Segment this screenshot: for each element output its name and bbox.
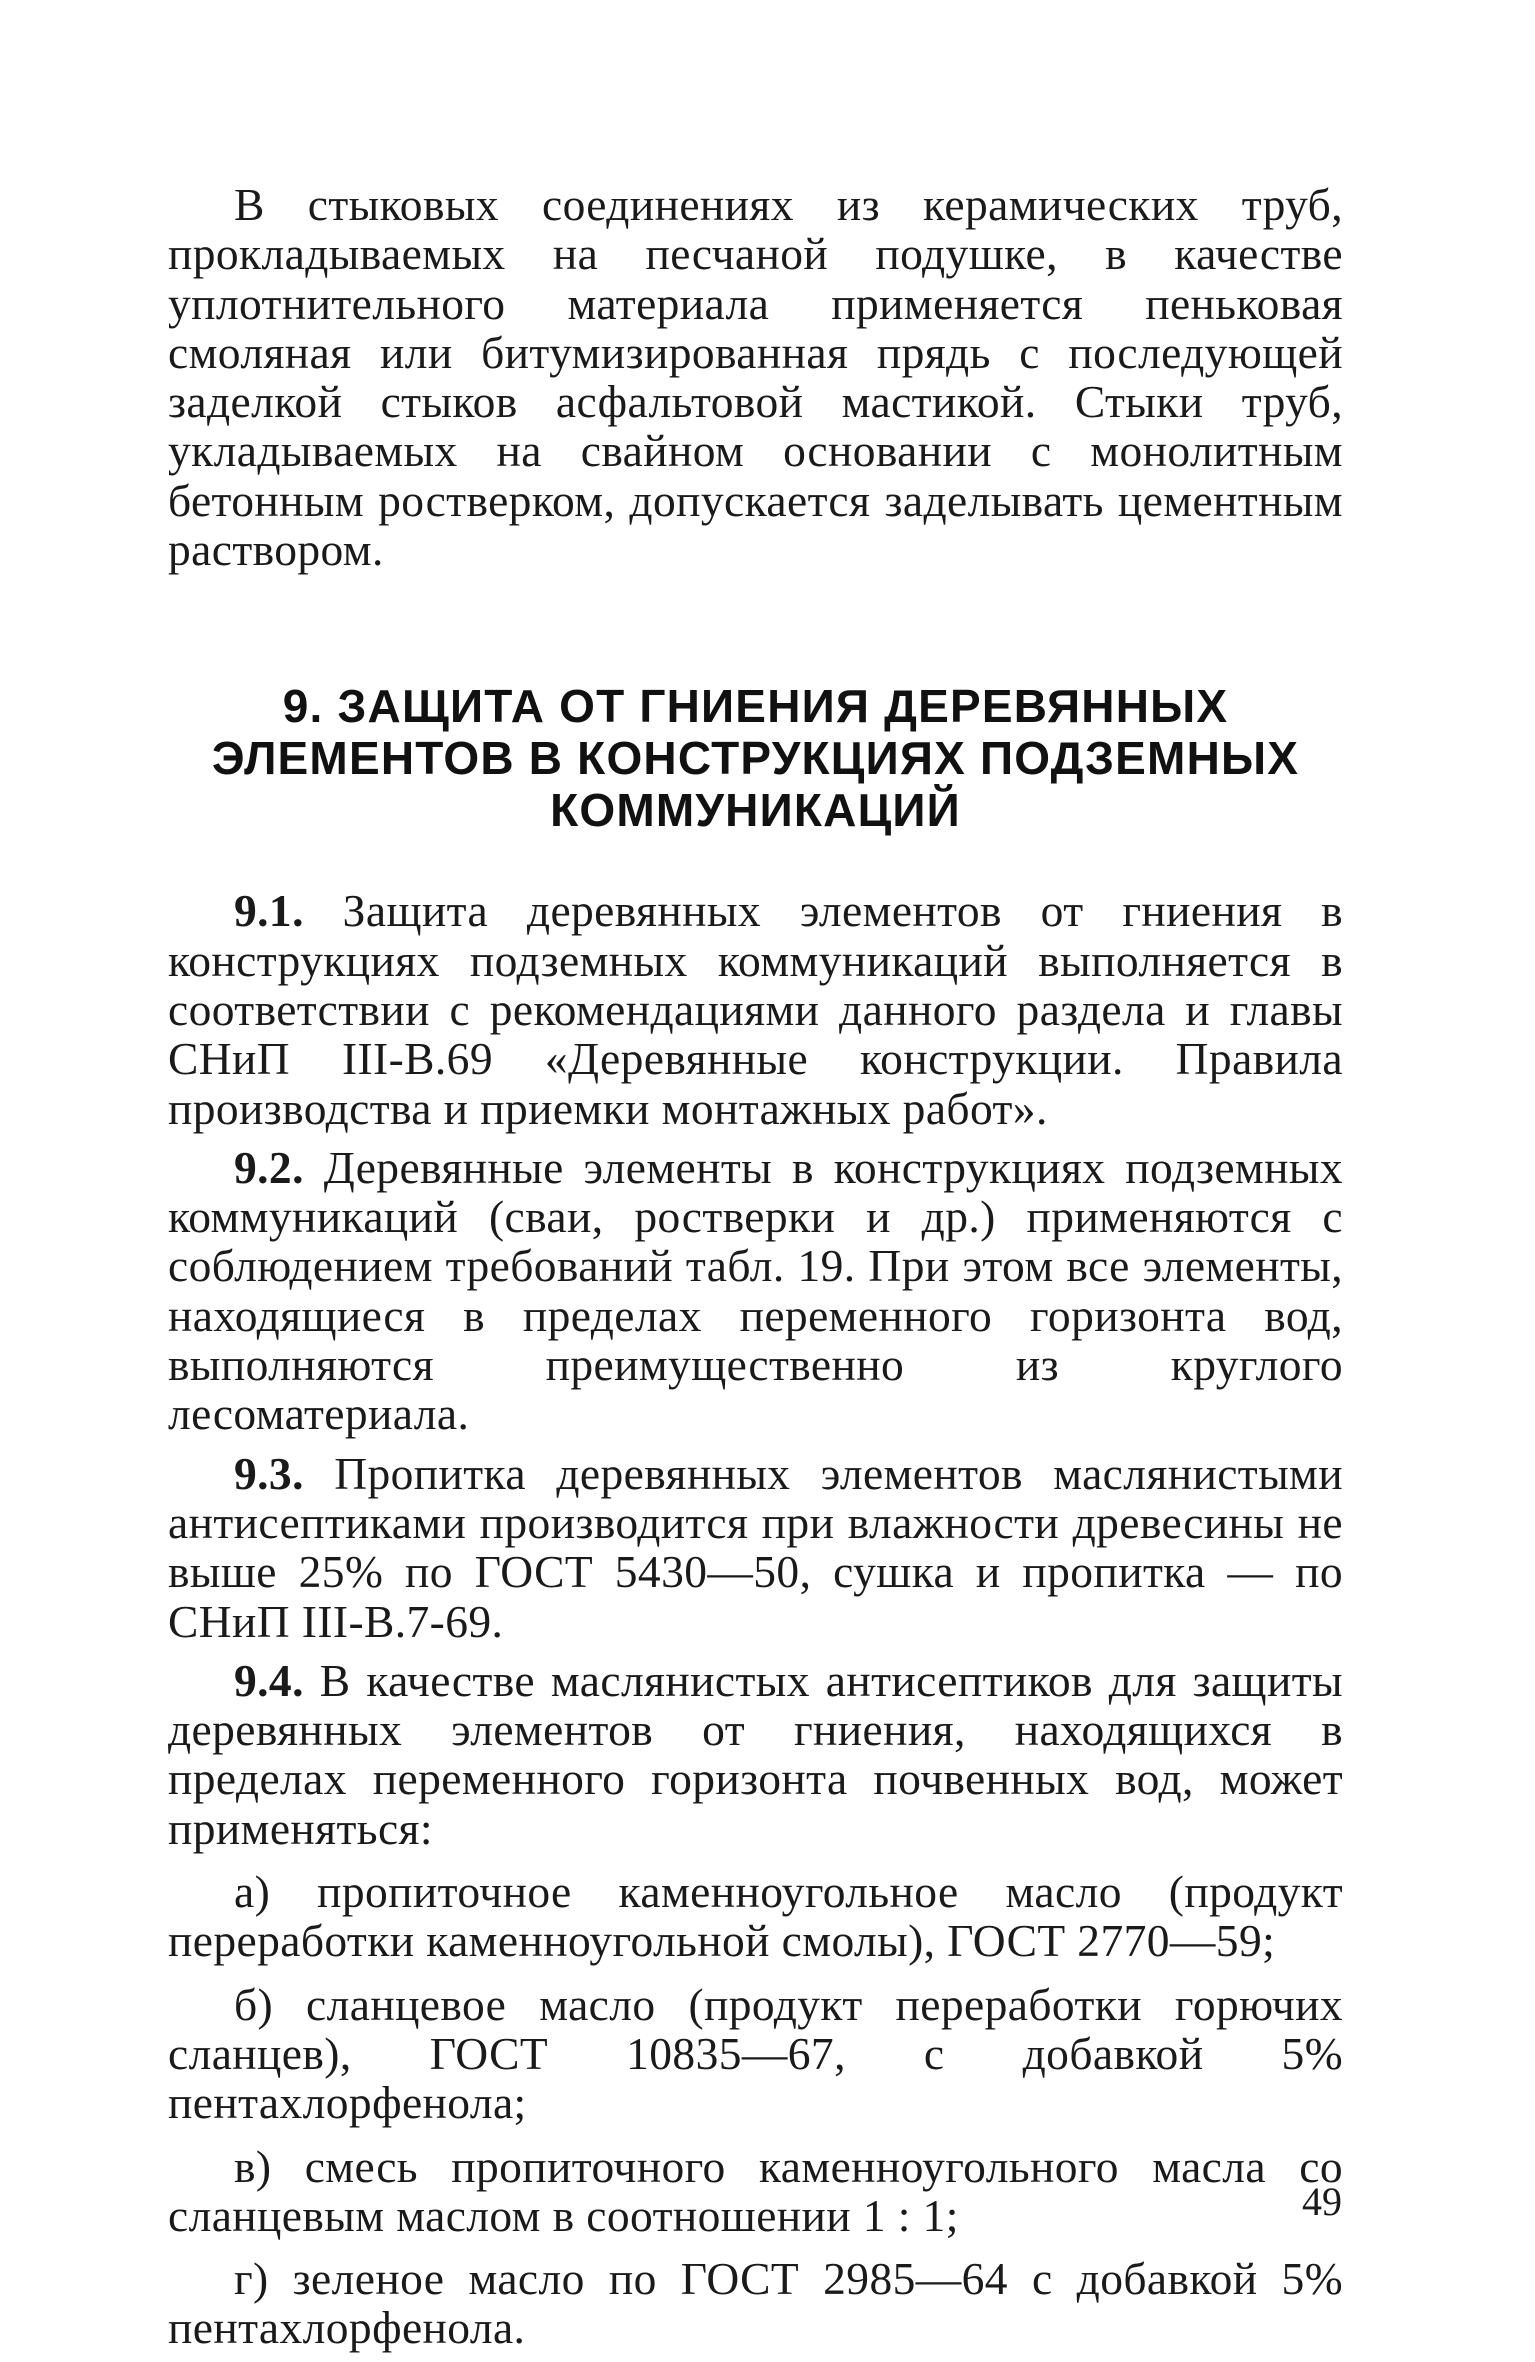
list-item-a: а) пропиточное каменноугольное масло (продукт переработки каменноугольной смолы), ГОСТ 2770—59; xyxy=(168,1866,1343,1967)
document-page xyxy=(168,179,1344,2354)
section-title-line-2: ЭЛЕМЕНТОВ В КОНСТРУКЦИЯХ ПОДЗЕМНЫХ xyxy=(211,732,1300,785)
page-number: 49 xyxy=(1302,2179,1342,2224)
list-item-b: б) сланцевое масло (продукт переработки горючих сланцев), ГОСТ 10835—67, с добавкой 5% пентахлорфенола; xyxy=(168,1978,1343,2129)
clause-9-2 xyxy=(168,1143,1343,1439)
list-item-d: г) зеленое масло по ГОСТ 2985—64 с добавкой 5% пентахлорфенола. xyxy=(168,2253,1343,2354)
intro-paragraph: В стыковых соединениях из керамических труб, прокладываемых на песчаной подушке, в качестве уплотнительного материала применяется пеньковая смоляная или битумизированная прядь с последующей заделкой стыков асфальтовой мастикой. Стыки труб, укладываемых на свайном основании с монолитным бетонным ростверком, допускается заделывать цементным раствором. xyxy=(168,179,1343,576)
clause-text: Деревянные элементы в конструкциях подземных коммуникаций (сваи, ростверки и др.) применяются с соблюдением требований табл. 19. При этом все элементы, находящиеся в пределах переменного горизонта вод, выполняются преимущественно из круглого лесоматериала. xyxy=(168,1141,1343,1440)
section-heading xyxy=(168,680,1343,836)
section-heading-line-1 xyxy=(168,680,1343,732)
clause-number: 9.1. xyxy=(234,885,304,937)
clause-9-4 xyxy=(168,1656,1343,1853)
section-number: 9. xyxy=(282,680,324,733)
section-title-line-1: ЗАЩИТА ОТ ГНИЕНИЯ ДЕРЕВЯННЫХ xyxy=(337,680,1229,733)
clause-number: 9.4. xyxy=(234,1654,304,1706)
clause-9-3 xyxy=(168,1449,1343,1646)
section-title-line-3: КОММУНИКАЦИЙ xyxy=(550,784,961,837)
list-item-c: в) смесь пропиточного каменноугольного масла со сланцевым маслом в соотношении 1 : 1; xyxy=(168,2140,1343,2241)
clause-text: В качестве маслянистых антисептиков для защиты деревянных элементов от гниения, находящихся в пределах переменного горизонта почвенных вод, может применяться: xyxy=(168,1654,1343,1854)
clause-text: Пропитка деревянных элементов маслянистыми антисептиками производится при влажности древесины не выше 25% по ГОСТ 5430—50, сушка и пропитка — по СНиП III-В.7-69. xyxy=(168,1447,1344,1647)
clause-number: 9.2. xyxy=(234,1141,304,1193)
clause-9-1 xyxy=(168,886,1343,1132)
clause-text: Защита деревянных элементов от гниения в конструкциях подземных коммуникаций выполняется в соответствии с рекомендациями данного раздела и главы СНиП III-В.69 «Деревянные конструкции. Правила производства и приемки монтажных работ». xyxy=(168,885,1343,1134)
clause-number: 9.3. xyxy=(234,1447,304,1499)
